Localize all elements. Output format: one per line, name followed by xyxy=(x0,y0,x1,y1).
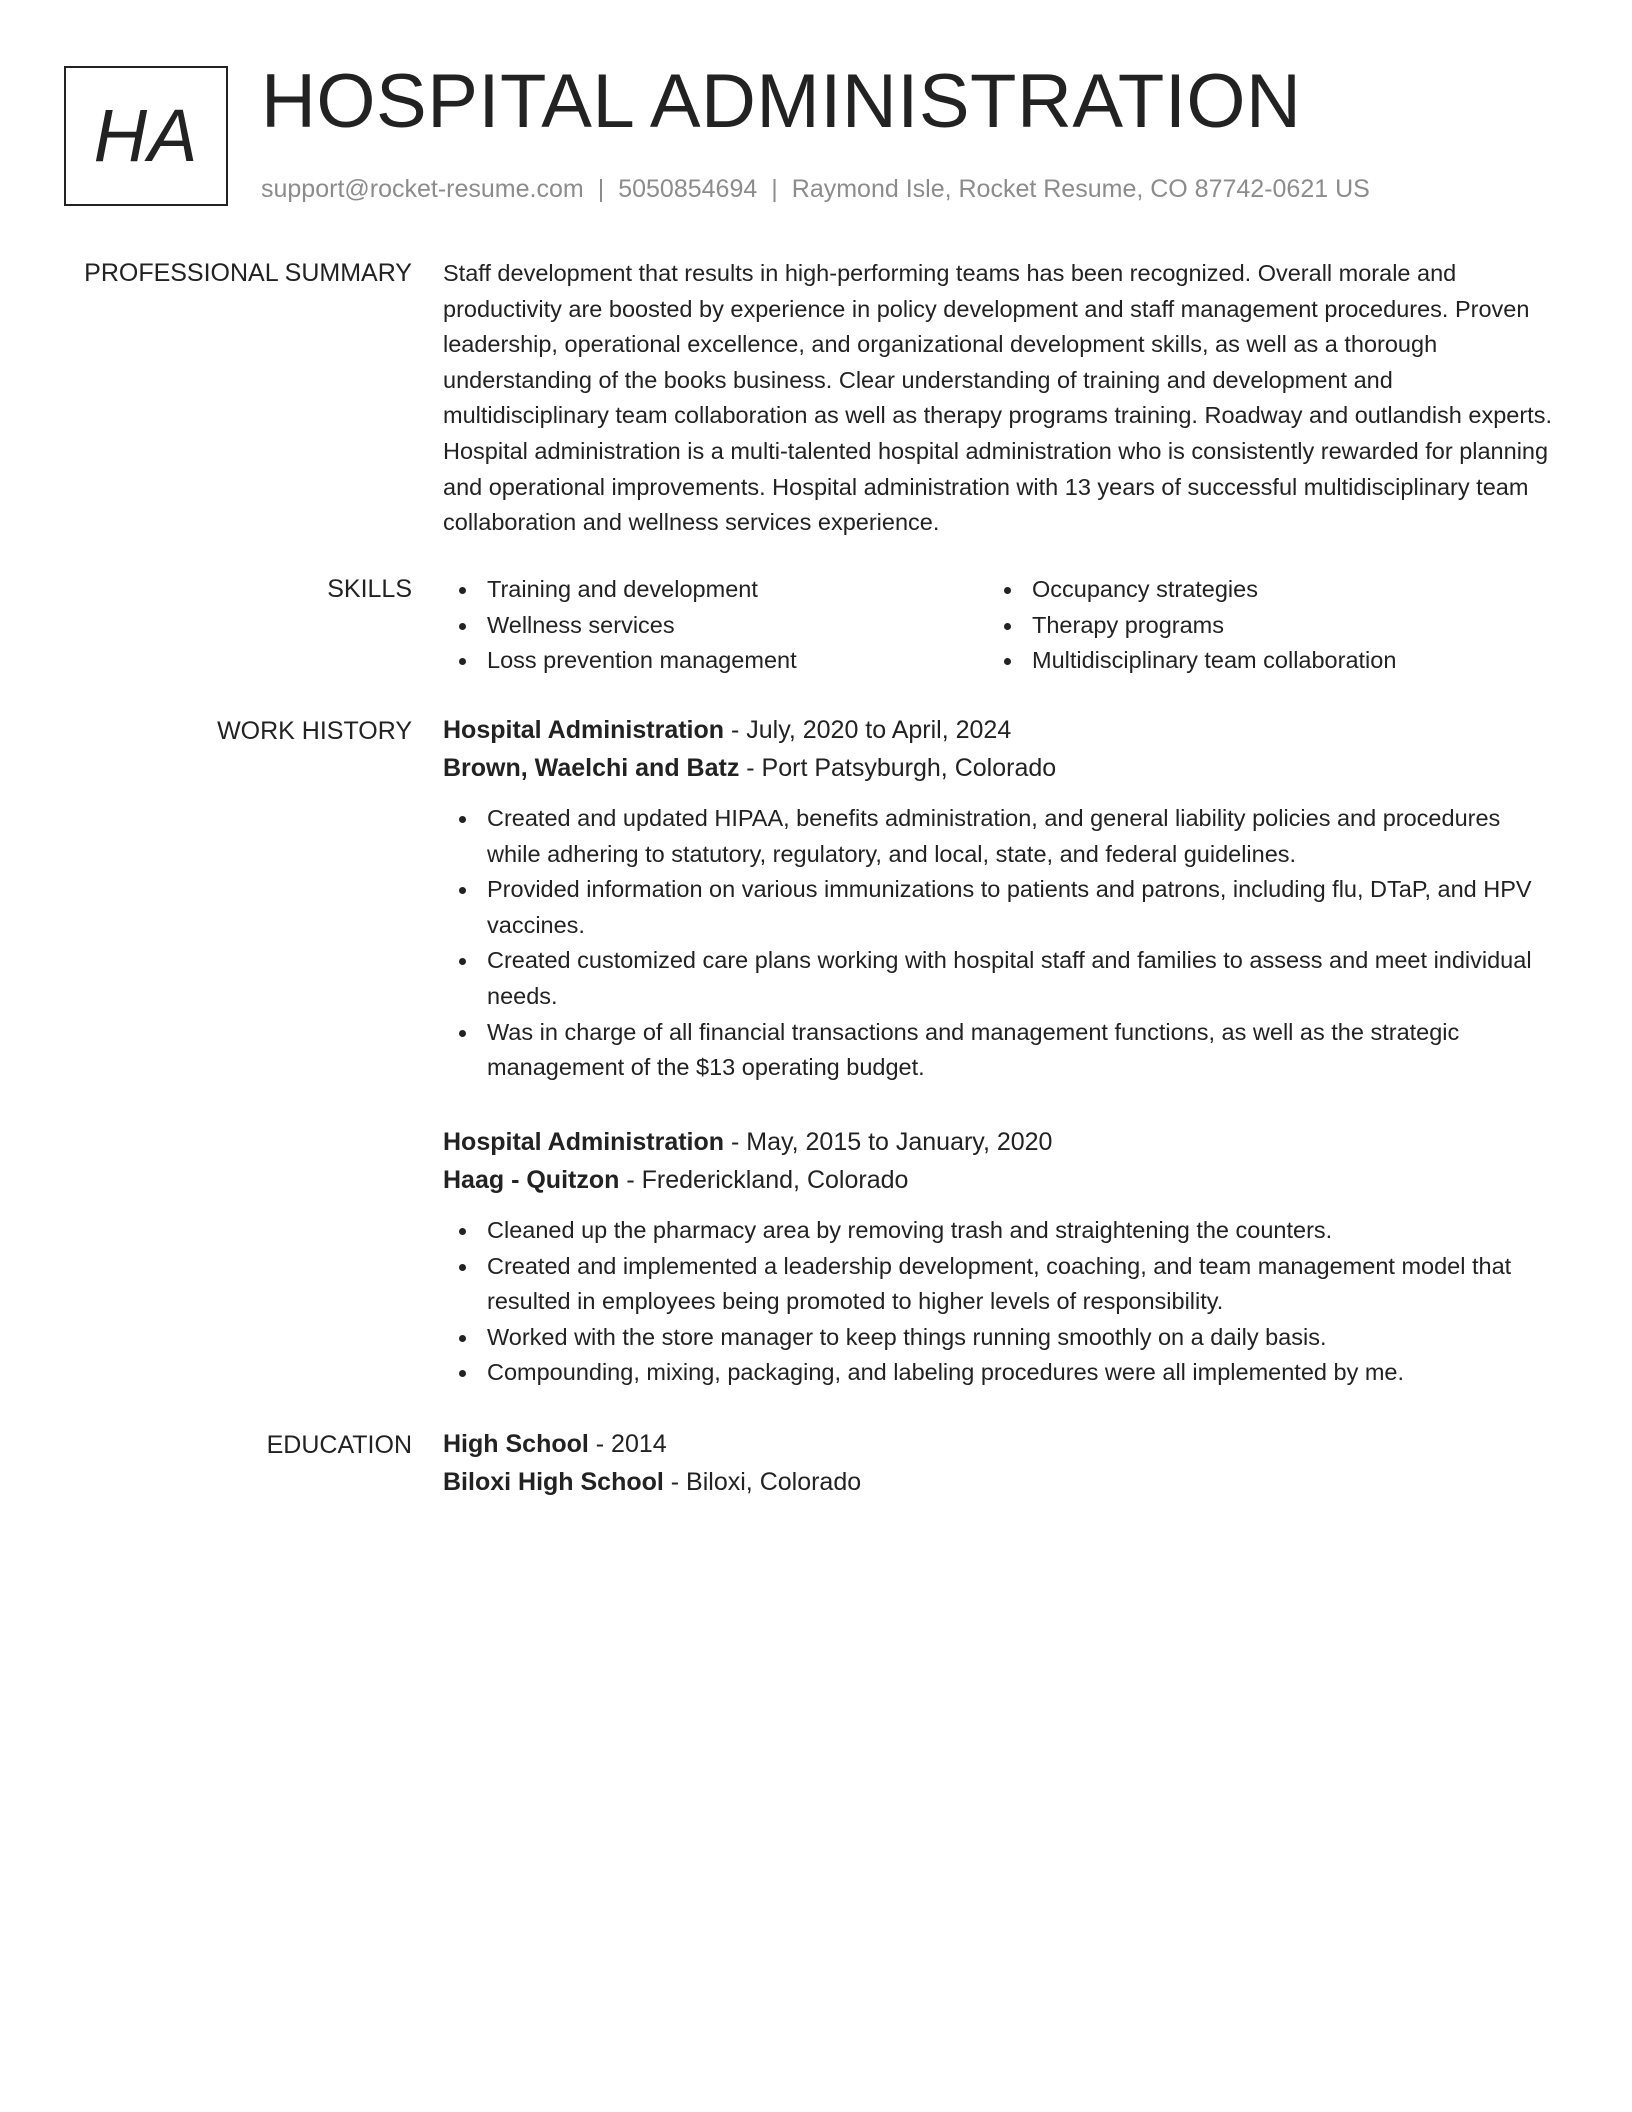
education-school-line xyxy=(443,1464,1553,1502)
skill-item: Training and development xyxy=(443,572,988,608)
skills-section xyxy=(443,572,1553,679)
job-title-line xyxy=(443,1124,1553,1162)
job-bullet: Was in charge of all financial transactions and management functions, as well as the strategic management of the $13 operating budget. xyxy=(443,1015,1553,1086)
job-company-line xyxy=(443,1162,1553,1200)
work-entry xyxy=(443,1124,1553,1391)
contact-phone[interactable]: 5050854694 xyxy=(618,175,758,203)
job-company: Brown, Waelchi and Batz xyxy=(443,753,740,782)
skills-heading: SKILLS xyxy=(327,575,412,603)
monogram-box xyxy=(64,66,228,206)
skill-item: Loss prevention management xyxy=(443,643,988,679)
work-entry xyxy=(443,712,1553,1086)
job-dates: - July, 2020 to April, 2024 xyxy=(724,716,1012,744)
contact-line xyxy=(261,172,1370,206)
job-bullet: Cleaned up the pharmacy area by removing trash and straightening the counters. xyxy=(443,1213,1553,1249)
skill-item: Wellness services xyxy=(443,608,988,644)
skill-item: Therapy programs xyxy=(988,608,1533,644)
education-section xyxy=(443,1426,1553,1501)
contact-email[interactable]: support@rocket-resume.com xyxy=(261,175,584,203)
job-location: - Frederickland, Colorado xyxy=(619,1165,909,1194)
job-title: Hospital Administration xyxy=(443,1128,725,1156)
resume-title: HOSPITAL ADMINISTRATION xyxy=(261,59,1302,144)
job-bullet: Created and implemented a leadership development, coaching, and team management model that resulted in employees being promoted to higher levels of responsibility. xyxy=(443,1249,1553,1320)
education-school: Biloxi High School xyxy=(443,1467,664,1496)
job-bullet: Worked with the store manager to keep things running smoothly on a daily basis. xyxy=(443,1320,1553,1356)
skill-item: Multidisciplinary team collaboration xyxy=(988,643,1533,679)
education-degree-line xyxy=(443,1426,1553,1464)
job-company-line xyxy=(443,750,1553,788)
job-title: Hospital Administration xyxy=(443,716,725,744)
work-history-heading: WORK HISTORY xyxy=(217,717,412,745)
job-bullets xyxy=(443,801,1553,1086)
contact-separator: | xyxy=(771,175,778,203)
skills-list-left xyxy=(443,572,988,679)
job-bullet: Compounding, mixing, packaging, and labeling procedures were all implemented by me. xyxy=(443,1355,1553,1391)
job-bullet: Created customized care plans working with hospital staff and families to assess and meet individual needs. xyxy=(443,943,1553,1014)
job-company: Haag - Quitzon xyxy=(443,1165,620,1194)
job-dates: - May, 2015 to January, 2020 xyxy=(724,1128,1053,1156)
contact-separator: | xyxy=(597,175,605,203)
summary-heading: PROFESSIONAL SUMMARY xyxy=(84,259,412,287)
job-bullet: Provided information on various immunizations to patients and patrons, including flu, DTaP, and HPV vaccines. xyxy=(443,872,1553,943)
summary-text: Staff development that results in high-performing teams has been recognized. Overall morale and productivity are boosted by experience in policy development and staff management procedures. Proven leadership, operational excellence, and organizational development skills, as well as a thorough understanding of the books business. Clear understanding of training and development and multidisciplinary team collaboration as well as therapy programs training. Roadway and outlandish experts. Hospital administration is a multi-talented hospital administration who is consistently rewarded for planning and operational improvements. Hospital administration with 13 years of successful multidisciplinary team collaboration and wellness services experience. xyxy=(443,260,1552,536)
job-bullets xyxy=(443,1213,1553,1391)
education-degree: High School xyxy=(443,1430,589,1458)
monogram-initials: HA xyxy=(93,94,199,177)
skills-list-right xyxy=(988,572,1533,679)
job-location: - Port Patsyburgh, Colorado xyxy=(739,753,1057,782)
contact-address: Raymond Isle, Rocket Resume, CO 87742-0621 US xyxy=(791,175,1370,203)
job-bullet: Created and updated HIPAA, benefits administration, and general liability policies and procedures while adhering to statutory, regulatory, and local, state, and federal guidelines. xyxy=(443,801,1553,872)
skill-item: Occupancy strategies xyxy=(988,572,1533,608)
education-year: - 2014 xyxy=(588,1430,667,1458)
job-title-line xyxy=(443,712,1553,750)
education-heading: EDUCATION xyxy=(266,1431,412,1459)
education-location: - Biloxi, Colorado xyxy=(663,1467,862,1496)
summary-section xyxy=(443,256,1553,541)
